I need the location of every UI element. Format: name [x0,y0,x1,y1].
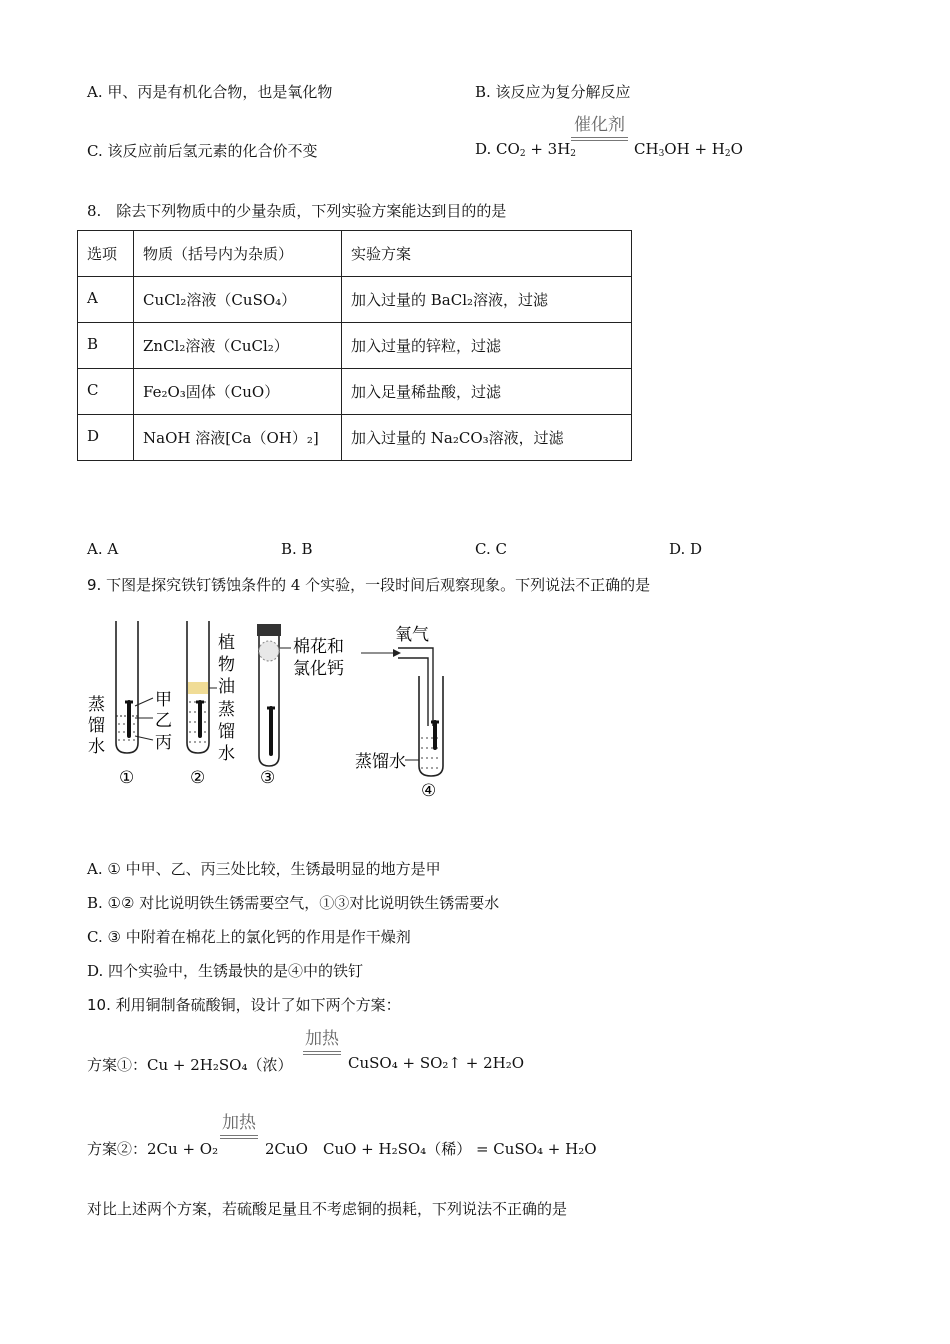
tube-label-3: ③ [260,768,276,788]
row-method: 加入过量的 Na₂CO₃溶液，过滤 [342,415,632,461]
o-text: O [730,140,743,158]
label-water-4: 蒸馏水 [355,752,406,772]
tube-label-2: ② [190,768,206,788]
q9-number: 9 [87,576,97,594]
q10-stem [87,994,401,1015]
plan2-products: 2CuO CuO + H₂SO₄（稀） = CuSO₄ + H₂O [265,1140,597,1158]
label-oil-b: 物 [218,655,235,675]
label-oil-c: 油 [218,677,235,697]
row-substance: ZnCl₂溶液（CuCl₂） [134,323,342,369]
row-method: 加入过量的锌粒，过滤 [342,323,632,369]
test-tube-3 [257,624,344,788]
row-option: A [78,277,134,323]
q8-table [77,230,632,461]
q8-answer-b: B. B [281,540,313,558]
header-option: 选项 [78,231,134,277]
label-water-2b: 馏 [218,722,235,742]
q8-stem: 8. 除去下列物质中的少量杂质，下列实验方案能达到目的的是 [87,202,507,220]
plan1-reactants: 方案①：Cu + 2H₂SO₄（浓） [87,1056,293,1074]
label-jia: 甲 [155,690,172,710]
q7-option-b: B. 该反应为复分解反应 [475,83,631,101]
row-substance: CuCl₂溶液（CuSO₄） [134,277,342,323]
q7-d-h: + 3H [525,140,571,158]
table-row [78,277,632,323]
tube-label-4: ④ [421,781,437,801]
label-oxygen: 氧气 [395,625,429,645]
q10-number: 10 [87,996,107,1014]
catalyst-label: 催化剂 [574,115,625,135]
label-water-1b: 馏 [88,716,105,736]
q9-option-a: A. ① 中甲、乙、丙三处比较，生锈最明显的地方是甲 [87,860,441,878]
oil-layer [188,682,208,694]
q7-d-product: $CH_3OH + H_2O$ [634,140,743,159]
q9-option-b: B. ①② 对比说明铁生锈需要空气，①③对比说明铁生锈需要水 [87,894,500,912]
table-header-row [78,231,632,277]
test-tube-4 [355,625,443,801]
plan1-products: CuSO₄ + SO₂↑ + 2H₂O [348,1054,525,1072]
header-substance: 物质（括号内为杂质） [134,231,342,277]
label-water-1a: 蒸 [88,695,105,715]
heat-label-2: 加热 [222,1113,256,1133]
q8-answer-d: D. D [669,540,703,558]
label-yi: 乙 [155,711,172,731]
q7-option-c: C. 该反应前后氢元素的化合价不变 [87,142,318,160]
test-tube-1 [88,621,172,788]
label-water-2c: 水 [218,744,235,764]
oh-text: OH + H [664,140,725,158]
row-option: B [78,323,134,369]
row-option: D [78,415,134,461]
table-row [78,323,632,369]
row-method: 加入足量稀盐酸，过滤 [342,369,632,415]
q10-compare: 对比上述两个方案，若硫酸足量且不考虑铜的损耗，下列说法不正确的是 [87,1200,568,1218]
tube-label-1: ① [119,768,135,788]
label-water-1c: 水 [88,737,105,757]
q7-option-a: A. 甲、丙是有机化合物，也是氧化物 [87,83,333,101]
rust-experiment-figure [85,618,465,803]
stopper [257,624,281,636]
ch-text: CH [634,140,659,158]
q8-answer-a: A. A [87,540,119,558]
cotton-ball [259,641,279,661]
heat-label-1: 加热 [305,1029,339,1049]
table-row [78,369,632,415]
q9-option-d: D. 四个实验中，生锈最快的是④中的铁钉 [87,962,364,980]
row-option: C [78,369,134,415]
label-cotton-b: 氯化钙 [293,659,344,679]
q8-answer-c: C. C [475,540,507,558]
row-substance: Fe₂O₃固体（CuO） [134,369,342,415]
q10-stem-text: . 利用铜制备硫酸铜，设计了如下两个方案： [106,996,401,1014]
plan1-condition [303,1029,341,1055]
test-tube-2 [187,621,235,788]
q9-stem [87,574,650,595]
q7-option-d: D. $CO_2 + 3H_2$ [475,140,577,159]
table-row [78,415,632,461]
plan2-condition [220,1113,258,1139]
q7-catalyst-condition [571,115,628,141]
q7-d-co: D. CO [475,140,520,158]
label-water-2a: 蒸 [218,700,235,720]
plan2-reactants: 方案②：2Cu + O₂ [87,1140,219,1158]
header-method: 实验方案 [342,231,632,277]
label-oil-a: 植 [218,633,235,653]
label-cotton-a: 棉花和 [293,637,344,657]
q9-stem-text: . 下图是探究铁钉锈蚀条件的 4 个实验，一段时间后观察现象。下列说法不正确的是 [96,576,651,594]
row-substance: NaOH 溶液[Ca（OH）₂] [134,415,342,461]
q9-option-c: C. ③ 中附着在棉花上的氯化钙的作用是作干燥剂 [87,928,411,946]
label-bing: 丙 [155,733,172,753]
row-method: 加入过量的 BaCl₂溶液，过滤 [342,277,632,323]
